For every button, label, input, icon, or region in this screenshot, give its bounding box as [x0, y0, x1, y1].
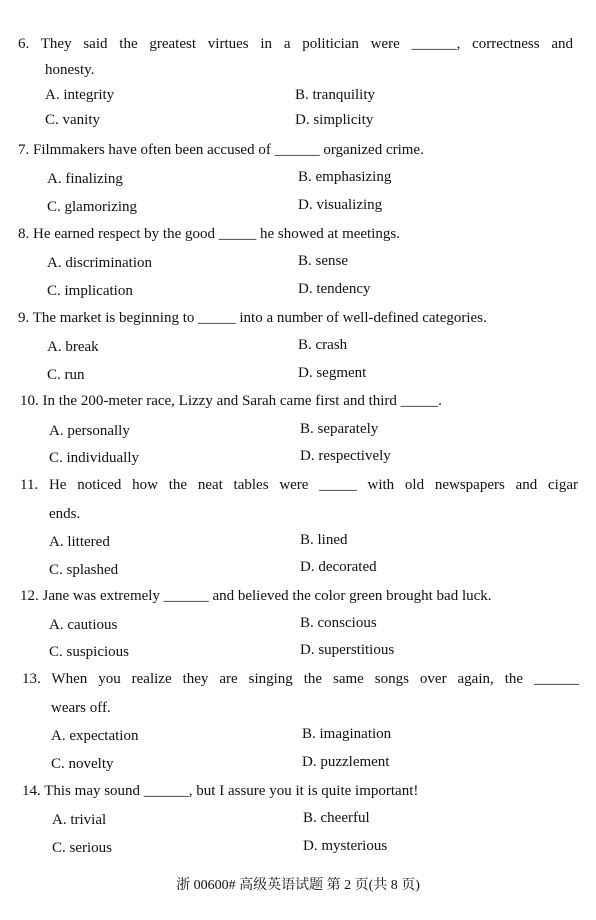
option-c: C. novelty — [51, 756, 114, 772]
option-a: A. personally — [49, 423, 130, 439]
option-c: C. run — [47, 367, 85, 383]
question-stem: 10. In the 200-meter race, Lizzy and Sarah came first and third _____. — [20, 393, 442, 409]
option-d: D. respectively — [300, 448, 391, 464]
option-d: D. segment — [298, 365, 367, 381]
option-c: C. vanity — [45, 112, 100, 128]
option-c: C. individually — [49, 450, 139, 466]
option-d: D. tendency — [298, 281, 371, 297]
option-d: D. mysterious — [303, 838, 388, 854]
question-stem: 11. He noticed how the neat tables were _____ with old newspapers and cigar — [20, 477, 578, 493]
option-b: B. emphasizing — [298, 169, 392, 185]
option-b: B. sense — [298, 253, 348, 269]
option-b: B. imagination — [302, 726, 392, 742]
option-d: D. simplicity — [295, 112, 374, 128]
option-b: B. crash — [298, 337, 348, 353]
option-c: C. implication — [47, 283, 133, 299]
option-a: A. cautious — [49, 617, 118, 633]
question-stem: 9. The market is beginning to _____ into a number of well-defined categories. — [18, 310, 487, 326]
option-a: A. integrity — [45, 87, 115, 103]
question-stem: 14. This may sound ______, but I assure you it is quite important! — [22, 783, 419, 799]
option-c: C. splashed — [49, 562, 119, 578]
question-stem: 13. When you realize they are singing the same songs over again, the ______ — [22, 671, 579, 687]
option-a: A. trivial — [52, 812, 107, 828]
option-b: B. cheerful — [303, 810, 370, 826]
question-stem: 6. They said the greatest virtues in a politician were ______, correctness and — [18, 36, 573, 52]
question-stem: 12. Jane was extremely ______ and believed the color green brought bad luck. — [20, 588, 492, 604]
question-stem-continued: wears off. — [51, 700, 111, 716]
option-d: D. decorated — [300, 559, 377, 575]
option-a: A. expectation — [51, 728, 139, 744]
question-stem: 7. Filmmakers have often been accused of ______ organized crime. — [18, 142, 424, 158]
option-b: B. lined — [300, 532, 348, 548]
page-footer: 浙 00600# 高级英语试题 第 2 页(共 8 页) — [176, 878, 420, 893]
question-stem-continued: honesty. — [45, 62, 95, 78]
option-b: B. conscious — [300, 615, 377, 631]
option-c: C. glamorizing — [47, 199, 137, 215]
option-a: A. finalizing — [47, 171, 123, 187]
option-d: D. puzzlement — [302, 754, 390, 770]
option-b: B. tranquility — [295, 87, 375, 103]
question-stem: 8. He earned respect by the good _____ he showed at meetings. — [18, 226, 400, 242]
option-c: C. serious — [52, 840, 112, 856]
option-a: A. littered — [49, 534, 110, 550]
option-b: B. separately — [300, 421, 379, 437]
question-stem-continued: ends. — [49, 506, 81, 522]
option-d: D. visualizing — [298, 197, 383, 213]
option-d: D. superstitious — [300, 642, 395, 658]
option-a: A. discrimination — [47, 255, 152, 271]
option-a: A. break — [47, 339, 99, 355]
option-c: C. suspicious — [49, 644, 130, 660]
